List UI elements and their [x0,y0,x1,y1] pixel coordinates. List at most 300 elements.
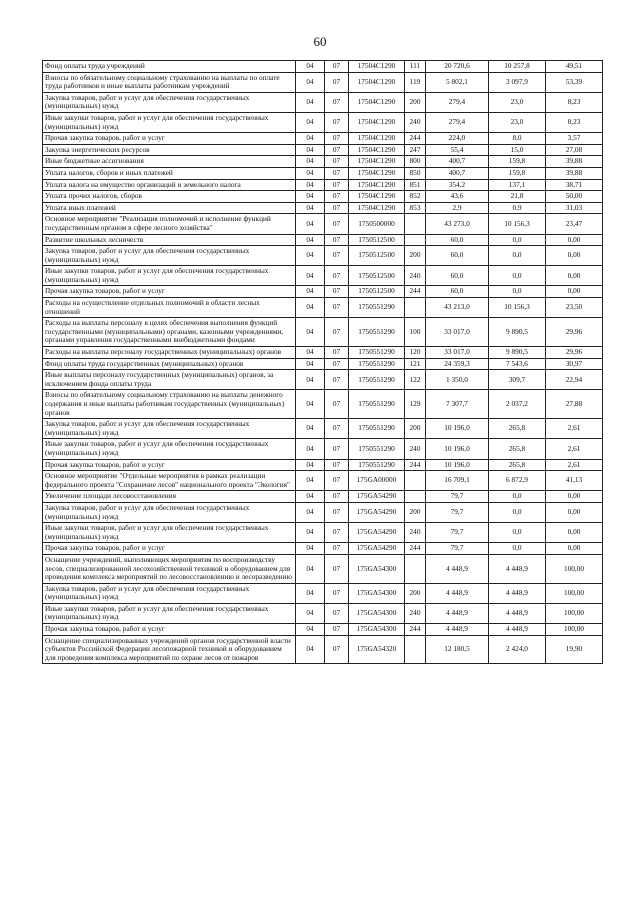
plan-amount: 60,0 [426,234,489,246]
actual-amount: 2 424,0 [489,635,546,664]
row-name: Взносы по обязательному социальному страхованию на выплаты по оплате труда работников и иные выплаты работникам учреждений [43,72,296,92]
expense-type-code: 240 [405,266,426,286]
section-code: 04 [296,234,325,246]
plan-amount: 60,0 [426,246,489,266]
plan-amount: 279,4 [426,112,489,132]
section-code: 04 [296,358,325,370]
section-code: 04 [296,156,325,168]
subsection-code: 07 [325,523,349,543]
plan-amount: 279,4 [426,92,489,112]
execution-percent: 100,00 [546,624,603,636]
row-name: Основное мероприятие "Реализация полномочий и исполнение функций государственным органом в сфере лесного хозяйства" [43,214,296,234]
expense-type-code: 247 [405,144,426,156]
actual-amount: 265,8 [489,439,546,459]
execution-percent: 0,00 [546,523,603,543]
expense-type-code: 800 [405,156,426,168]
plan-amount: 79,7 [426,491,489,503]
section-code: 04 [296,491,325,503]
actual-amount: 15,0 [489,144,546,156]
table-row [43,72,603,92]
table-row [43,459,603,471]
execution-percent: 19,90 [546,635,603,664]
execution-percent: 3,57 [546,133,603,145]
plan-amount: 10 196,0 [426,459,489,471]
expense-type-code: 119 [405,72,426,92]
subsection-code: 07 [325,167,349,179]
section-code: 04 [296,635,325,664]
section-code: 04 [296,370,325,390]
table-row [43,266,603,286]
row-name: Прочая закупка товаров, работ и услуг [43,624,296,636]
section-code: 04 [296,133,325,145]
table-row [43,419,603,439]
plan-amount: 60,0 [426,266,489,286]
section-code: 04 [296,167,325,179]
subsection-code: 07 [325,459,349,471]
row-name: Фонд оплаты труда учреждений [43,61,296,73]
subsection-code: 07 [325,191,349,203]
subsection-code: 07 [325,112,349,132]
expense-type-code: 200 [405,246,426,266]
actual-amount: 21,8 [489,191,546,203]
target-article-code: 1750551290 [349,347,405,359]
expense-type-code: 244 [405,543,426,555]
execution-percent: 8,23 [546,92,603,112]
plan-amount: 400,7 [426,156,489,168]
execution-percent: 41,13 [546,471,603,491]
expense-type-code: 851 [405,179,426,191]
subsection-code: 07 [325,144,349,156]
table-row [43,318,603,347]
target-article-code: 17504С1290 [349,167,405,179]
subsection-code: 07 [325,358,349,370]
execution-percent: 0,00 [546,266,603,286]
table-row [43,298,603,318]
row-name: Прочая закупка товаров, работ и услуг [43,286,296,298]
section-code: 04 [296,246,325,266]
plan-amount: 224,0 [426,133,489,145]
subsection-code: 07 [325,491,349,503]
actual-amount: 10 257,8 [489,61,546,73]
execution-percent: 23,47 [546,214,603,234]
table-row [43,523,603,543]
section-code: 04 [296,419,325,439]
target-article-code: 1750512500 [349,266,405,286]
row-name: Закупка товаров, работ и услуг для обеспечения государственных (муниципальных) нужд [43,419,296,439]
actual-amount: 0,0 [489,246,546,266]
target-article-code: 1750512500 [349,246,405,266]
row-name: Закупка энергетических ресурсов [43,144,296,156]
actual-amount: 23,0 [489,112,546,132]
actual-amount: 0,0 [489,266,546,286]
section-code: 04 [296,61,325,73]
target-article-code: 1750551290 [349,459,405,471]
actual-amount: 0,0 [489,234,546,246]
row-name: Уплата налогов, сборов и иных платежей [43,167,296,179]
section-code: 04 [296,144,325,156]
execution-percent: 0,00 [546,502,603,522]
subsection-code: 07 [325,624,349,636]
execution-percent: 49,51 [546,61,603,73]
subsection-code: 07 [325,347,349,359]
expense-type-code: 240 [405,523,426,543]
row-name: Оснащение учреждений, выполняющих мероприятия по воспроизводству лесов, специализированной лесохозяйственной техникой и оборудованием для проведения комплекса мероприятий по лесовосстановлению и лесоразведению [43,554,296,583]
subsection-code: 07 [325,92,349,112]
execution-percent: 50,00 [546,191,603,203]
table-row [43,554,603,583]
expense-type-code: 200 [405,583,426,603]
section-code: 04 [296,286,325,298]
subsection-code: 07 [325,179,349,191]
target-article-code: 1750551290 [349,419,405,439]
table-row [43,234,603,246]
section-code: 04 [296,439,325,459]
table-row [43,144,603,156]
target-article-code: 175GA00000 [349,471,405,491]
actual-amount: 0,0 [489,543,546,555]
plan-amount: 16 709,1 [426,471,489,491]
table-row [43,246,603,266]
subsection-code: 07 [325,543,349,555]
table-row [43,92,603,112]
row-name: Иные закупки товаров, работ и услуг для обеспечения государственных (муниципальных) нужд [43,112,296,132]
actual-amount: 137,1 [489,179,546,191]
target-article-code: 1750551290 [349,390,405,419]
plan-amount: 10 196,0 [426,419,489,439]
row-name: Закупка товаров, работ и услуг для обеспечения государственных (муниципальных) нужд [43,246,296,266]
actual-amount: 10 156,3 [489,214,546,234]
execution-percent: 22,94 [546,370,603,390]
subsection-code: 07 [325,583,349,603]
execution-percent: 29,96 [546,347,603,359]
expense-type-code [405,635,426,664]
target-article-code: 17504С1290 [349,202,405,214]
target-article-code: 17504С1290 [349,92,405,112]
table-row [43,439,603,459]
expense-type-code: 100 [405,318,426,347]
execution-percent: 53,39 [546,72,603,92]
plan-amount: 4 448,9 [426,603,489,623]
page-number: 60 [313,34,327,49]
section-code: 04 [296,347,325,359]
plan-amount: 24 359,3 [426,358,489,370]
plan-amount: 1 350,0 [426,370,489,390]
table-row [43,202,603,214]
section-code: 04 [296,554,325,583]
actual-amount: 23,0 [489,92,546,112]
table-row [43,370,603,390]
actual-amount: 0,0 [489,491,546,503]
row-name: Иные закупки товаров, работ и услуг для обеспечения государственных (муниципальных) нужд [43,439,296,459]
plan-amount: 79,7 [426,523,489,543]
execution-percent: 2,61 [546,419,603,439]
section-code: 04 [296,523,325,543]
row-name: Закупка товаров, работ и услуг для обеспечения государственных (муниципальных) нужд [43,583,296,603]
row-name: Уплата иных платежей [43,202,296,214]
section-code: 04 [296,318,325,347]
section-code: 04 [296,298,325,318]
plan-amount: 43,6 [426,191,489,203]
table-row [43,358,603,370]
section-code: 04 [296,471,325,491]
actual-amount: 6 872,9 [489,471,546,491]
plan-amount: 79,7 [426,543,489,555]
row-name: Иные бюджетные ассигнования [43,156,296,168]
subsection-code: 07 [325,390,349,419]
row-name: Расходы на осуществление отдельных полномочий в области лесных отношений [43,298,296,318]
actual-amount: 159,8 [489,167,546,179]
row-name: Уплата прочих налогов, сборов [43,191,296,203]
section-code: 04 [296,543,325,555]
expense-type-code: 244 [405,624,426,636]
actual-amount: 9 890,5 [489,347,546,359]
target-article-code: 1750551290 [349,298,405,318]
actual-amount: 0,9 [489,202,546,214]
row-name: Увеличение площади лесовосстановления [43,491,296,503]
execution-percent: 39,88 [546,156,603,168]
expense-type-code: 200 [405,92,426,112]
section-code: 04 [296,459,325,471]
expense-type-code: 853 [405,202,426,214]
actual-amount: 309,7 [489,370,546,390]
subsection-code: 07 [325,635,349,664]
expense-type-code: 111 [405,61,426,73]
target-article-code: 175GA54300 [349,624,405,636]
row-name: Иные выплаты персоналу государственных (муниципальных) органов, за исключением фонда оплаты труда [43,370,296,390]
plan-amount: 79,7 [426,502,489,522]
table-row [43,583,603,603]
expense-type-code: 852 [405,191,426,203]
expense-type-code: 244 [405,286,426,298]
target-article-code: 17504С1290 [349,156,405,168]
row-name: Прочая закупка товаров, работ и услуг [43,133,296,145]
expense-type-code [405,471,426,491]
row-name: Развитие школьных лесничеств [43,234,296,246]
row-name: Расходы на выплаты персоналу государственных (муниципальных) органов [43,347,296,359]
section-code: 04 [296,603,325,623]
execution-percent: 100,00 [546,603,603,623]
execution-percent: 0,00 [546,246,603,266]
plan-amount: 55,4 [426,144,489,156]
target-article-code: 175GA54290 [349,502,405,522]
table-row [43,179,603,191]
execution-percent: 100,00 [546,554,603,583]
subsection-code: 07 [325,419,349,439]
subsection-code: 07 [325,370,349,390]
expense-type-code: 122 [405,370,426,390]
expense-type-code [405,298,426,318]
actual-amount: 3 097,9 [489,72,546,92]
execution-percent: 29,96 [546,318,603,347]
row-name: Закупка товаров, работ и услуг для обеспечения государственных (муниципальных) нужд [43,92,296,112]
execution-percent: 27,08 [546,144,603,156]
subsection-code: 07 [325,246,349,266]
expense-type-code: 240 [405,439,426,459]
actual-amount: 265,8 [489,419,546,439]
section-code: 04 [296,266,325,286]
subsection-code: 07 [325,266,349,286]
table-row [43,390,603,419]
table-row [43,286,603,298]
table-row [43,624,603,636]
actual-amount: 4 448,9 [489,583,546,603]
actual-amount: 7 543,6 [489,358,546,370]
row-name: Иные закупки товаров, работ и услуг для обеспечения государственных (муниципальных) нужд [43,603,296,623]
table-row [43,502,603,522]
execution-percent: 0,00 [546,234,603,246]
plan-amount: 10 196,0 [426,439,489,459]
plan-amount: 4 448,9 [426,583,489,603]
target-article-code: 17504С1290 [349,191,405,203]
table-row [43,603,603,623]
plan-amount: 43 213,0 [426,298,489,318]
execution-percent: 0,00 [546,491,603,503]
execution-percent: 2,61 [546,459,603,471]
table-row [43,471,603,491]
table-row [43,61,603,73]
subsection-code: 07 [325,439,349,459]
target-article-code: 17504С1290 [349,72,405,92]
expense-type-code [405,491,426,503]
table-row [43,133,603,145]
row-name: Расходы на выплаты персоналу в целях обеспечения выполнения функций государственными (муниципальными) органами, казенными учреждениями, органами управления государственными внебюджетными фондами [43,318,296,347]
actual-amount: 4 448,9 [489,624,546,636]
expense-type-code: 121 [405,358,426,370]
actual-amount: 10 156,3 [489,298,546,318]
row-name: Закупка товаров, работ и услуг для обеспечения государственных (муниципальных) нужд [43,502,296,522]
table-row [43,543,603,555]
target-article-code: 175GA54300 [349,583,405,603]
target-article-code: 17504С1290 [349,133,405,145]
section-code: 04 [296,202,325,214]
actual-amount: 9 890,5 [489,318,546,347]
section-code: 04 [296,179,325,191]
section-code: 04 [296,502,325,522]
row-name: Уплата налога на имущество организаций и земельного налога [43,179,296,191]
section-code: 04 [296,72,325,92]
execution-percent: 31,03 [546,202,603,214]
actual-amount: 8,0 [489,133,546,145]
actual-amount: 265,8 [489,459,546,471]
row-name: Взносы по обязательному социальному страхованию на выплаты денежного содержания и иные выплаты работникам государственных (муниципальных) органов [43,390,296,419]
subsection-code: 07 [325,234,349,246]
target-article-code: 17504С1290 [349,112,405,132]
target-article-code: 17504С1290 [349,61,405,73]
subsection-code: 07 [325,286,349,298]
subsection-code: 07 [325,156,349,168]
target-article-code: 1750512500 [349,286,405,298]
plan-amount: 33 017,0 [426,318,489,347]
table-row [43,156,603,168]
section-code: 04 [296,191,325,203]
subsection-code: 07 [325,133,349,145]
expense-type-code: 850 [405,167,426,179]
plan-amount: 5 802,1 [426,72,489,92]
expense-type-code: 240 [405,603,426,623]
row-name: Иные закупки товаров, работ и услуг для обеспечения государственных (муниципальных) нужд [43,266,296,286]
subsection-code: 07 [325,214,349,234]
plan-amount: 20 720,6 [426,61,489,73]
target-article-code: 175GA54290 [349,491,405,503]
target-article-code: 175GA54300 [349,603,405,623]
plan-amount: 7 307,7 [426,390,489,419]
budget-table [42,60,603,664]
subsection-code: 07 [325,603,349,623]
plan-amount: 354,2 [426,179,489,191]
actual-amount: 2 037,2 [489,390,546,419]
target-article-code: 175GA54290 [349,523,405,543]
expense-type-code [405,554,426,583]
target-article-code: 175GA54320 [349,635,405,664]
table-row [43,167,603,179]
table-row [43,347,603,359]
section-code: 04 [296,112,325,132]
plan-amount: 4 448,9 [426,554,489,583]
subsection-code: 07 [325,502,349,522]
execution-percent: 27,88 [546,390,603,419]
table-row [43,214,603,234]
expense-type-code [405,214,426,234]
target-article-code: 1750551290 [349,318,405,347]
target-article-code: 17504С1290 [349,179,405,191]
table-row [43,112,603,132]
target-article-code: 175GA54290 [349,543,405,555]
subsection-code: 07 [325,471,349,491]
target-article-code: 175GA54300 [349,554,405,583]
actual-amount: 4 448,9 [489,603,546,623]
execution-percent: 39,88 [546,167,603,179]
row-name: Прочая закупка товаров, работ и услуг [43,543,296,555]
section-code: 04 [296,624,325,636]
row-name: Прочая закупка товаров, работ и услуг [43,459,296,471]
table-body [43,61,603,664]
actual-amount: 159,8 [489,156,546,168]
target-article-code: 1750551290 [349,439,405,459]
execution-percent: 23,50 [546,298,603,318]
subsection-code: 07 [325,298,349,318]
target-article-code: 1750500000 [349,214,405,234]
plan-amount: 12 180,5 [426,635,489,664]
section-code: 04 [296,214,325,234]
section-code: 04 [296,583,325,603]
expense-type-code: 120 [405,347,426,359]
plan-amount: 33 017,0 [426,347,489,359]
actual-amount: 4 448,9 [489,554,546,583]
expense-type-code: 200 [405,419,426,439]
section-code: 04 [296,92,325,112]
row-name: Оснащение специализированных учреждений органов государственной власти субъектов Российской Федерации лесопожарной техникой и оборудованием для проведения комплекса мероприятий по охране лесов от пожаров [43,635,296,664]
section-code: 04 [296,390,325,419]
execution-percent: 38,71 [546,179,603,191]
plan-amount: 4 448,9 [426,624,489,636]
subsection-code: 07 [325,202,349,214]
table-row [43,491,603,503]
table-row [43,191,603,203]
expense-type-code: 240 [405,112,426,132]
subsection-code: 07 [325,72,349,92]
target-article-code: 1750551290 [349,358,405,370]
expense-type-code: 244 [405,459,426,471]
expense-type-code: 244 [405,133,426,145]
target-article-code: 17504С1290 [349,144,405,156]
expense-type-code [405,234,426,246]
row-name: Основное мероприятие "Отдельные мероприятия в рамках реализации федерального проекта "Сохранение лесов" национального проекта "Экология" [43,471,296,491]
subsection-code: 07 [325,318,349,347]
expense-type-code: 200 [405,502,426,522]
actual-amount: 0,0 [489,502,546,522]
row-name: Фонд оплаты труда государственных (муниципальных) органов [43,358,296,370]
subsection-code: 07 [325,61,349,73]
